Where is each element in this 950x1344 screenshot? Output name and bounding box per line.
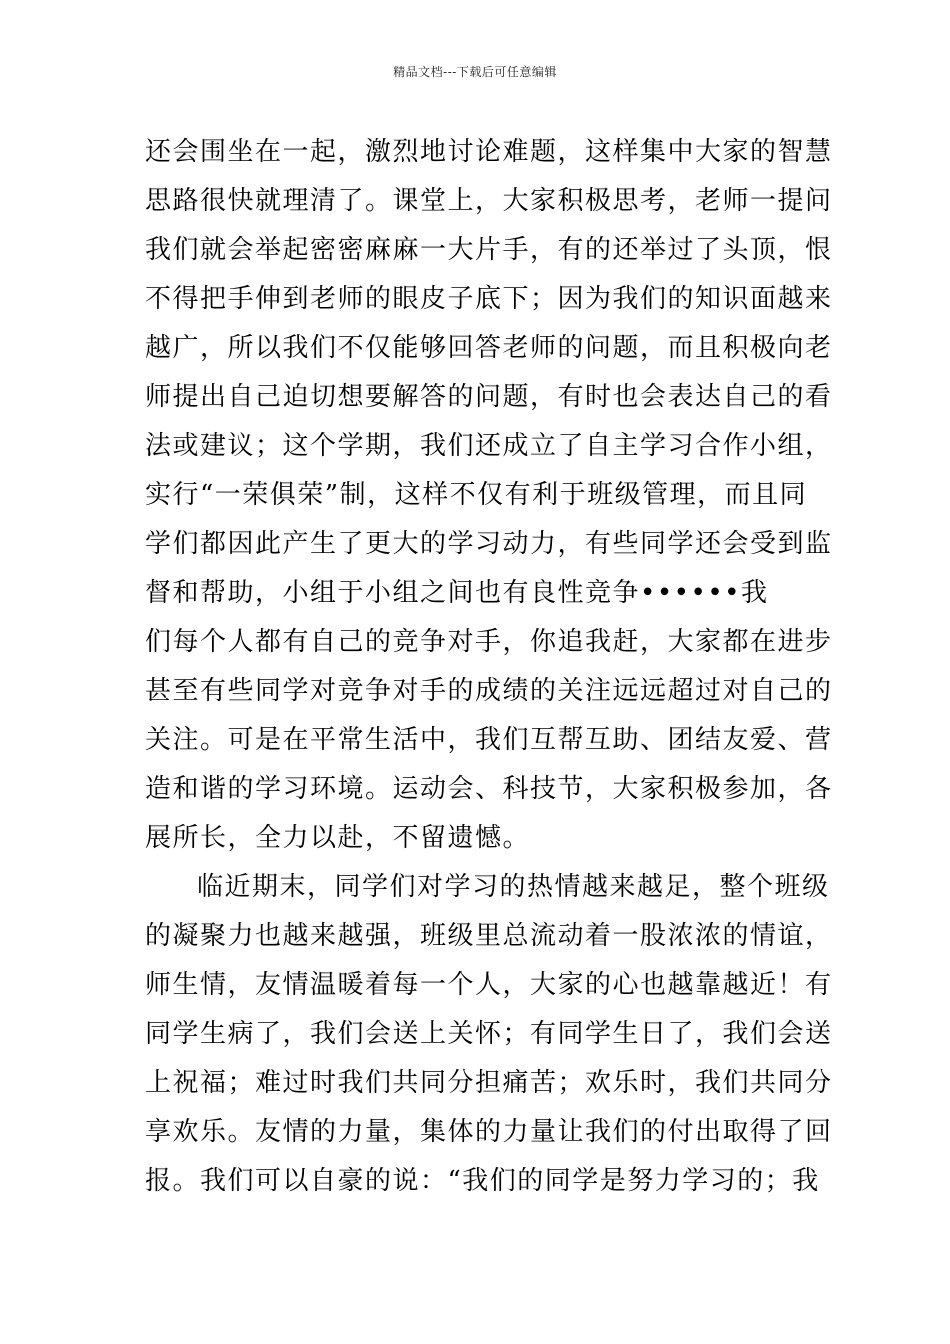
text-line: 同学生病了，我们会送上关怀；有同学生日了，我们会送 <box>145 1019 833 1049</box>
text-line: 不得把手伸到老师的眼皮子底下；因为我们的知识面越来 <box>145 284 833 314</box>
text-line: 们每个人都有自己的竞争对手，你追我赶，大家都在进步 <box>145 627 833 657</box>
text-line: 学们都因此产生了更大的学习动力，有些同学还会受到监 <box>145 529 833 559</box>
text-line: 享欢乐。友情的力量，集体的力量让我们的付出取得了回 <box>145 1117 833 1147</box>
text-line: 造和谐的学习环境。运动会、科技节，大家积极参加，各 <box>145 774 833 804</box>
body-text <box>145 128 833 1206</box>
page-header: 精品文档---下载后可任意编辑 <box>393 65 557 79</box>
text-line: 法或建议；这个学期，我们还成立了自主学习合作小组， <box>145 431 833 461</box>
paragraph-first-line: 临近期末，同学们对学习的热情越来越足，整个班级 <box>197 872 830 902</box>
text-line: 关注。可是在平常生活中，我们互帮互助、团结友爱、营 <box>145 725 833 755</box>
text-line: 展所长，全力以赴，不留遗憾。 <box>145 823 531 853</box>
text-line: 师生情，友情温暖着每一个人，大家的心也越靠越近！有 <box>145 970 833 1000</box>
text-line: 甚至有些同学对竞争对手的成绩的关注远远超过对自己的 <box>145 676 833 706</box>
text-line: 督和帮助，小组于小组之间也有良性竞争••••••我 <box>145 578 769 608</box>
text-line: 的凝聚力也越来越强，班级里总流动着一股浓浓的情谊， <box>145 921 833 951</box>
text-line: 师提出自己迫切想要解答的问题，有时也会表达自己的看 <box>145 382 833 412</box>
text-line: 思路很快就理清了。课堂上，大家积极思考，老师一提问 <box>145 186 833 216</box>
text-line: 越广，所以我们不仅能够回答老师的问题，而且积极向老 <box>145 333 833 363</box>
text-line: 我们就会举起密密麻麻一大片手，有的还举过了头顶，恨 <box>145 235 833 265</box>
text-line: 上祝福；难过时我们共同分担痛苦；欢乐时，我们共同分 <box>145 1068 833 1098</box>
text-line: 报。我们可以自豪的说：“我们的同学是努力学习的；我 <box>145 1166 820 1196</box>
text-line: 实行“一荣俱荣”制，这样不仅有利于班级管理，而且同 <box>145 480 808 510</box>
text-line: 还会围坐在一起，激烈地讨论难题，这样集中大家的智慧 <box>145 137 833 167</box>
